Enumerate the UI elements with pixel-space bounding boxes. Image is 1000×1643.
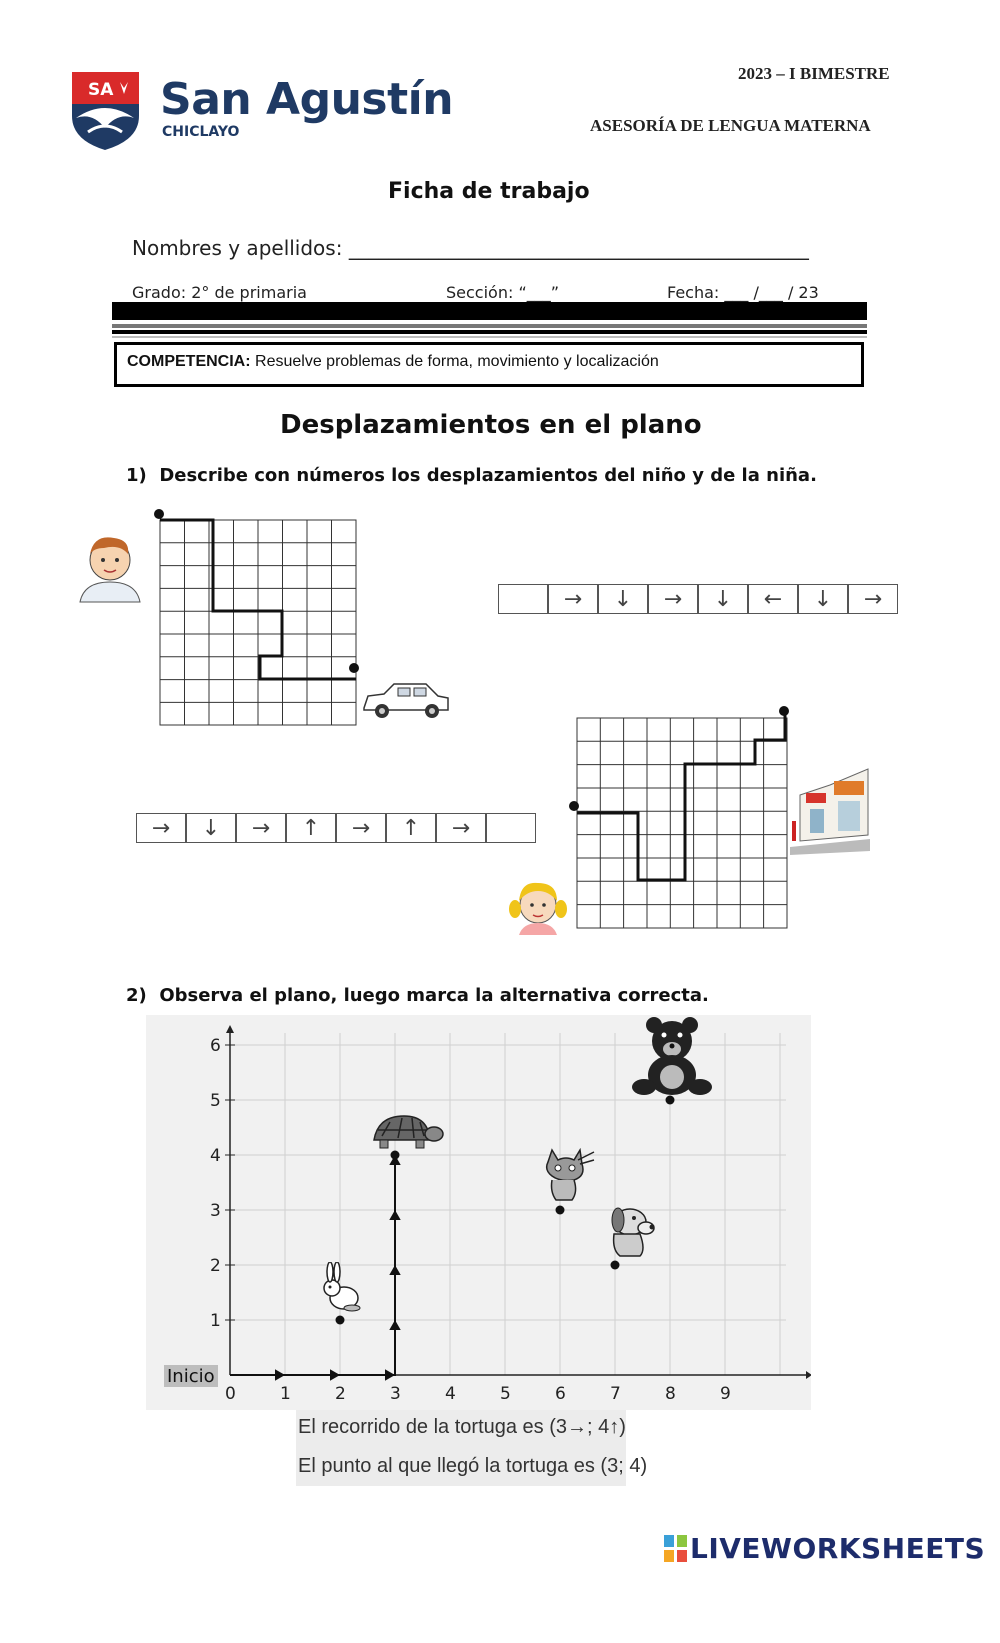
svg-text:SA: SA bbox=[88, 80, 114, 100]
turtle-path bbox=[230, 1155, 399, 1379]
car-image bbox=[360, 680, 452, 722]
school-name: San Agustín bbox=[160, 74, 454, 125]
liveworksheets-icon bbox=[664, 1535, 688, 1563]
x-tick-label: 7 bbox=[610, 1384, 621, 1404]
dog-image bbox=[600, 1200, 656, 1258]
path-grid-girl bbox=[565, 700, 800, 935]
x-tick-label: 2 bbox=[335, 1384, 346, 1404]
competence-box bbox=[114, 342, 864, 387]
bear-image bbox=[632, 1015, 712, 1099]
arrow-cell: → bbox=[548, 584, 598, 614]
arrow-row-girl bbox=[136, 813, 536, 845]
question-2-number: 2) bbox=[126, 985, 147, 1006]
girl-image bbox=[505, 875, 570, 935]
boy-image bbox=[74, 530, 146, 605]
x-tick-label: 3 bbox=[390, 1384, 401, 1404]
arrow-cell: → bbox=[848, 584, 898, 614]
question-2-text: Observa el plano, luego marca la alternativa correcta. bbox=[159, 985, 709, 1006]
arrow-cell: → bbox=[136, 813, 186, 843]
y-tick-label: 3 bbox=[210, 1201, 221, 1221]
start-label: Inicio bbox=[167, 1366, 215, 1387]
rabbit-image bbox=[316, 1262, 366, 1314]
arrow-cell: ← bbox=[748, 584, 798, 614]
x-tick-label: 4 bbox=[445, 1384, 456, 1404]
shield-icon bbox=[68, 68, 143, 153]
divider-stripes bbox=[112, 302, 867, 338]
rabbit-point bbox=[336, 1316, 345, 1325]
question-1-text: Describe con números los desplazamientos del niño y de la niña. bbox=[159, 465, 817, 486]
arrow-cell: ↑ bbox=[386, 813, 436, 843]
arrow-cell: → bbox=[236, 813, 286, 843]
arrow-cell: ↑ bbox=[286, 813, 336, 843]
arrow-cell: ↓ bbox=[598, 584, 648, 614]
path-grid-boy bbox=[150, 505, 370, 735]
school-city: CHICLAYO bbox=[162, 124, 240, 140]
arrow-cell: → bbox=[336, 813, 386, 843]
cat-image bbox=[538, 1148, 596, 1204]
sheet-title: Ficha de trabajo bbox=[388, 179, 590, 204]
route-arrow bbox=[276, 1371, 283, 1379]
question-1-number: 1) bbox=[126, 465, 147, 486]
question-1 bbox=[126, 465, 817, 486]
shop-image bbox=[790, 765, 870, 855]
name-blank[interactable]: ______________________________________________ bbox=[348, 236, 809, 260]
arrow-cell: → bbox=[436, 813, 486, 843]
arrow-cell: ↓ bbox=[186, 813, 236, 843]
arrow-row-boy bbox=[498, 584, 898, 616]
y-tick-label: 4 bbox=[210, 1146, 221, 1166]
answer-option-2[interactable]: El punto al que llegó la tortuga es (3; 4) bbox=[298, 1455, 648, 1477]
arrow-cell: ↓ bbox=[698, 584, 748, 614]
route-arrow bbox=[391, 1322, 399, 1329]
section-field[interactable]: Sección: “___” bbox=[446, 283, 560, 302]
date-field[interactable]: Fecha: ___ /___ / 23 bbox=[667, 283, 819, 302]
arrow-cell: ↓ bbox=[798, 584, 848, 614]
liveworksheets-logo bbox=[664, 1532, 985, 1565]
period-label: 2023 – I BIMESTRE bbox=[738, 64, 890, 83]
answer-box[interactable] bbox=[498, 584, 548, 614]
grade-label: Grado: 2° de primaria bbox=[132, 283, 307, 302]
cat-point bbox=[556, 1206, 565, 1215]
liveworksheets-brand: LIVEWORKSHEETS bbox=[690, 1532, 986, 1565]
turtle-image bbox=[368, 1110, 444, 1154]
name-label: Nombres y apellidos: bbox=[132, 236, 343, 260]
answer-option-1[interactable]: El recorrido de la tortuga es (3→; 4↑) bbox=[298, 1416, 626, 1438]
route-arrow bbox=[331, 1371, 338, 1379]
answer-box[interactable] bbox=[486, 813, 536, 843]
competence-text: Resuelve problemas de forma, movimiento y localización bbox=[255, 353, 659, 370]
page-title: Desplazamientos en el plano bbox=[280, 410, 702, 440]
y-tick-label: 1 bbox=[210, 1311, 221, 1331]
y-tick-label: 5 bbox=[210, 1091, 221, 1111]
competence-label: COMPETENCIA: bbox=[127, 353, 251, 370]
x-tick-label: 6 bbox=[555, 1384, 566, 1404]
x-tick-label: 1 bbox=[280, 1384, 291, 1404]
x-tick-label: 5 bbox=[500, 1384, 511, 1404]
x-tick-label: 9 bbox=[720, 1384, 731, 1404]
y-tick-label: 6 bbox=[210, 1036, 221, 1056]
route-arrow bbox=[386, 1371, 393, 1379]
route-arrow bbox=[391, 1212, 399, 1219]
dog-point bbox=[611, 1261, 620, 1270]
arrow-cell: → bbox=[648, 584, 698, 614]
subject-label: ASESORÍA DE LENGUA MATERNA bbox=[590, 116, 871, 135]
x-tick-label: 0 bbox=[225, 1384, 236, 1404]
route-arrow bbox=[391, 1267, 399, 1274]
y-tick-label: 2 bbox=[210, 1256, 221, 1276]
name-field[interactable] bbox=[132, 236, 809, 260]
question-2 bbox=[126, 985, 709, 1006]
school-logo bbox=[68, 68, 143, 153]
x-tick-label: 8 bbox=[665, 1384, 676, 1404]
